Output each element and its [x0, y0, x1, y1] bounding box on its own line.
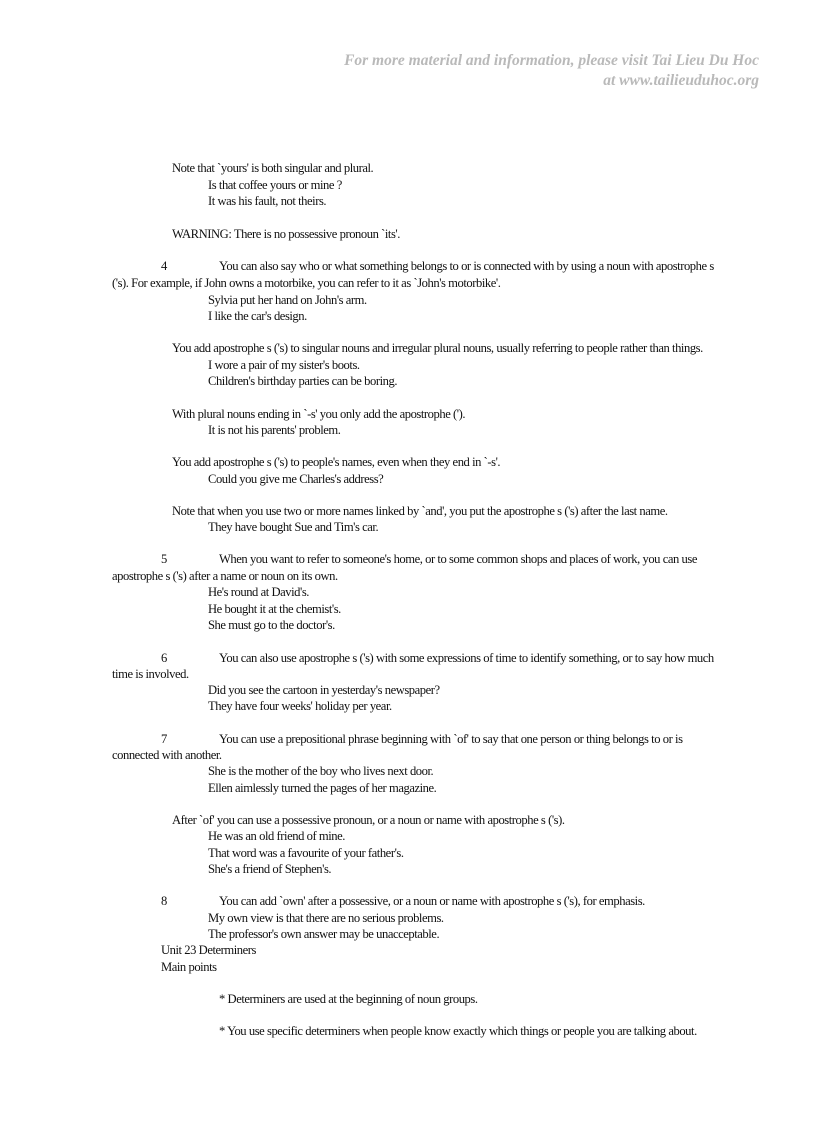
paragraph-line: You can also say who or what something belongs to or is connected with by using a noun with apostrophe s: [219, 259, 714, 273]
paragraph-line: connected with another.: [112, 748, 222, 762]
example-line: Did you see the cartoon in yesterday's newspaper?: [208, 683, 440, 697]
rule-note: Note that when you use two or more names linked by `and', you put the apostrophe s ('s) after the last name.: [172, 504, 668, 518]
example-line: It was his fault, not theirs.: [208, 194, 327, 208]
example-line: She is the mother of the boy who lives next door.: [208, 764, 434, 778]
example-line: Children's birthday parties can be boring.: [208, 374, 398, 388]
paragraph-line: You can add `own' after a possessive, or a noun or name with apostrophe s ('s), for emphasis.: [219, 894, 645, 908]
bullet-point: * Determiners are used at the beginning of noun groups.: [219, 992, 478, 1006]
example-line: Sylvia put her hand on John's arm.: [208, 293, 367, 307]
example-line: He bought it at the chemist's.: [208, 602, 341, 616]
header-line-1: For more material and information, please visit Tai Lieu Du Hoc: [344, 52, 759, 69]
watermark-header: [344, 51, 759, 91]
paragraph-line: time is involved.: [112, 667, 189, 681]
paragraph-line: When you want to refer to someone's home, or to some common shops and places of work, you can use: [219, 552, 697, 566]
example-line: Is that coffee yours or mine ?: [208, 178, 342, 192]
paragraph-line: You can use a prepositional phrase beginning with `of' to say that one person or thing belongs to or is: [219, 732, 683, 746]
unit-title: Unit 23 Determiners: [161, 943, 256, 957]
paragraph-line: ('s). For example, if John owns a motorbike, you can refer to it as `John's motorbike'.: [112, 276, 501, 290]
example-line: She must go to the doctor's.: [208, 618, 335, 632]
example-line: I like the car's design.: [208, 309, 307, 323]
rule-note: With plural nouns ending in `-s' you only add the apostrophe (').: [172, 407, 466, 421]
example-line: I wore a pair of my sister's boots.: [208, 358, 360, 372]
example-line: They have four weeks' holiday per year.: [208, 699, 392, 713]
example-line: It is not his parents' problem.: [208, 423, 341, 437]
example-line: Ellen aimlessly turned the pages of her magazine.: [208, 781, 437, 795]
rule-note: You add apostrophe s ('s) to people's names, even when they end in `-s'.: [172, 455, 501, 469]
main-points-heading: Main points: [161, 960, 217, 974]
example-line: They have bought Sue and Tim's car.: [208, 520, 379, 534]
example-line: He was an old friend of mine.: [208, 829, 345, 843]
section-number: 4: [161, 259, 168, 273]
warning-note: WARNING: There is no possessive pronoun `its'.: [172, 227, 400, 241]
header-line-2: at www.tailieuduhoc.org: [603, 72, 759, 89]
example-line: She's a friend of Stephen's.: [208, 862, 332, 876]
section-number: 7: [161, 732, 168, 746]
example-line: Could you give me Charles's address?: [208, 472, 384, 486]
rule-note: After `of' you can use a possessive pronoun, or a noun or name with apostrophe s ('s).: [172, 813, 565, 827]
yours-note: Note that `yours' is both singular and plural.: [172, 161, 374, 175]
example-line: The professor's own answer may be unacceptable.: [208, 927, 440, 941]
rule-note: You add apostrophe s ('s) to singular nouns and irregular plural nouns, usually referring to people rather than things.: [172, 341, 703, 355]
bullet-point: * You use specific determiners when people know exactly which things or people you are talking about.: [219, 1024, 697, 1038]
example-line: He's round at David's.: [208, 585, 309, 599]
example-line: My own view is that there are no serious problems.: [208, 911, 444, 925]
section-number: 5: [161, 552, 168, 566]
section-number: 8: [161, 894, 168, 908]
paragraph-line: You can also use apostrophe s ('s) with some expressions of time to identify something, or to say how much: [219, 651, 714, 665]
section-number: 6: [161, 651, 168, 665]
paragraph-line: apostrophe s ('s) after a name or noun on its own.: [112, 569, 338, 583]
example-line: That word was a favourite of your father's.: [208, 846, 404, 860]
